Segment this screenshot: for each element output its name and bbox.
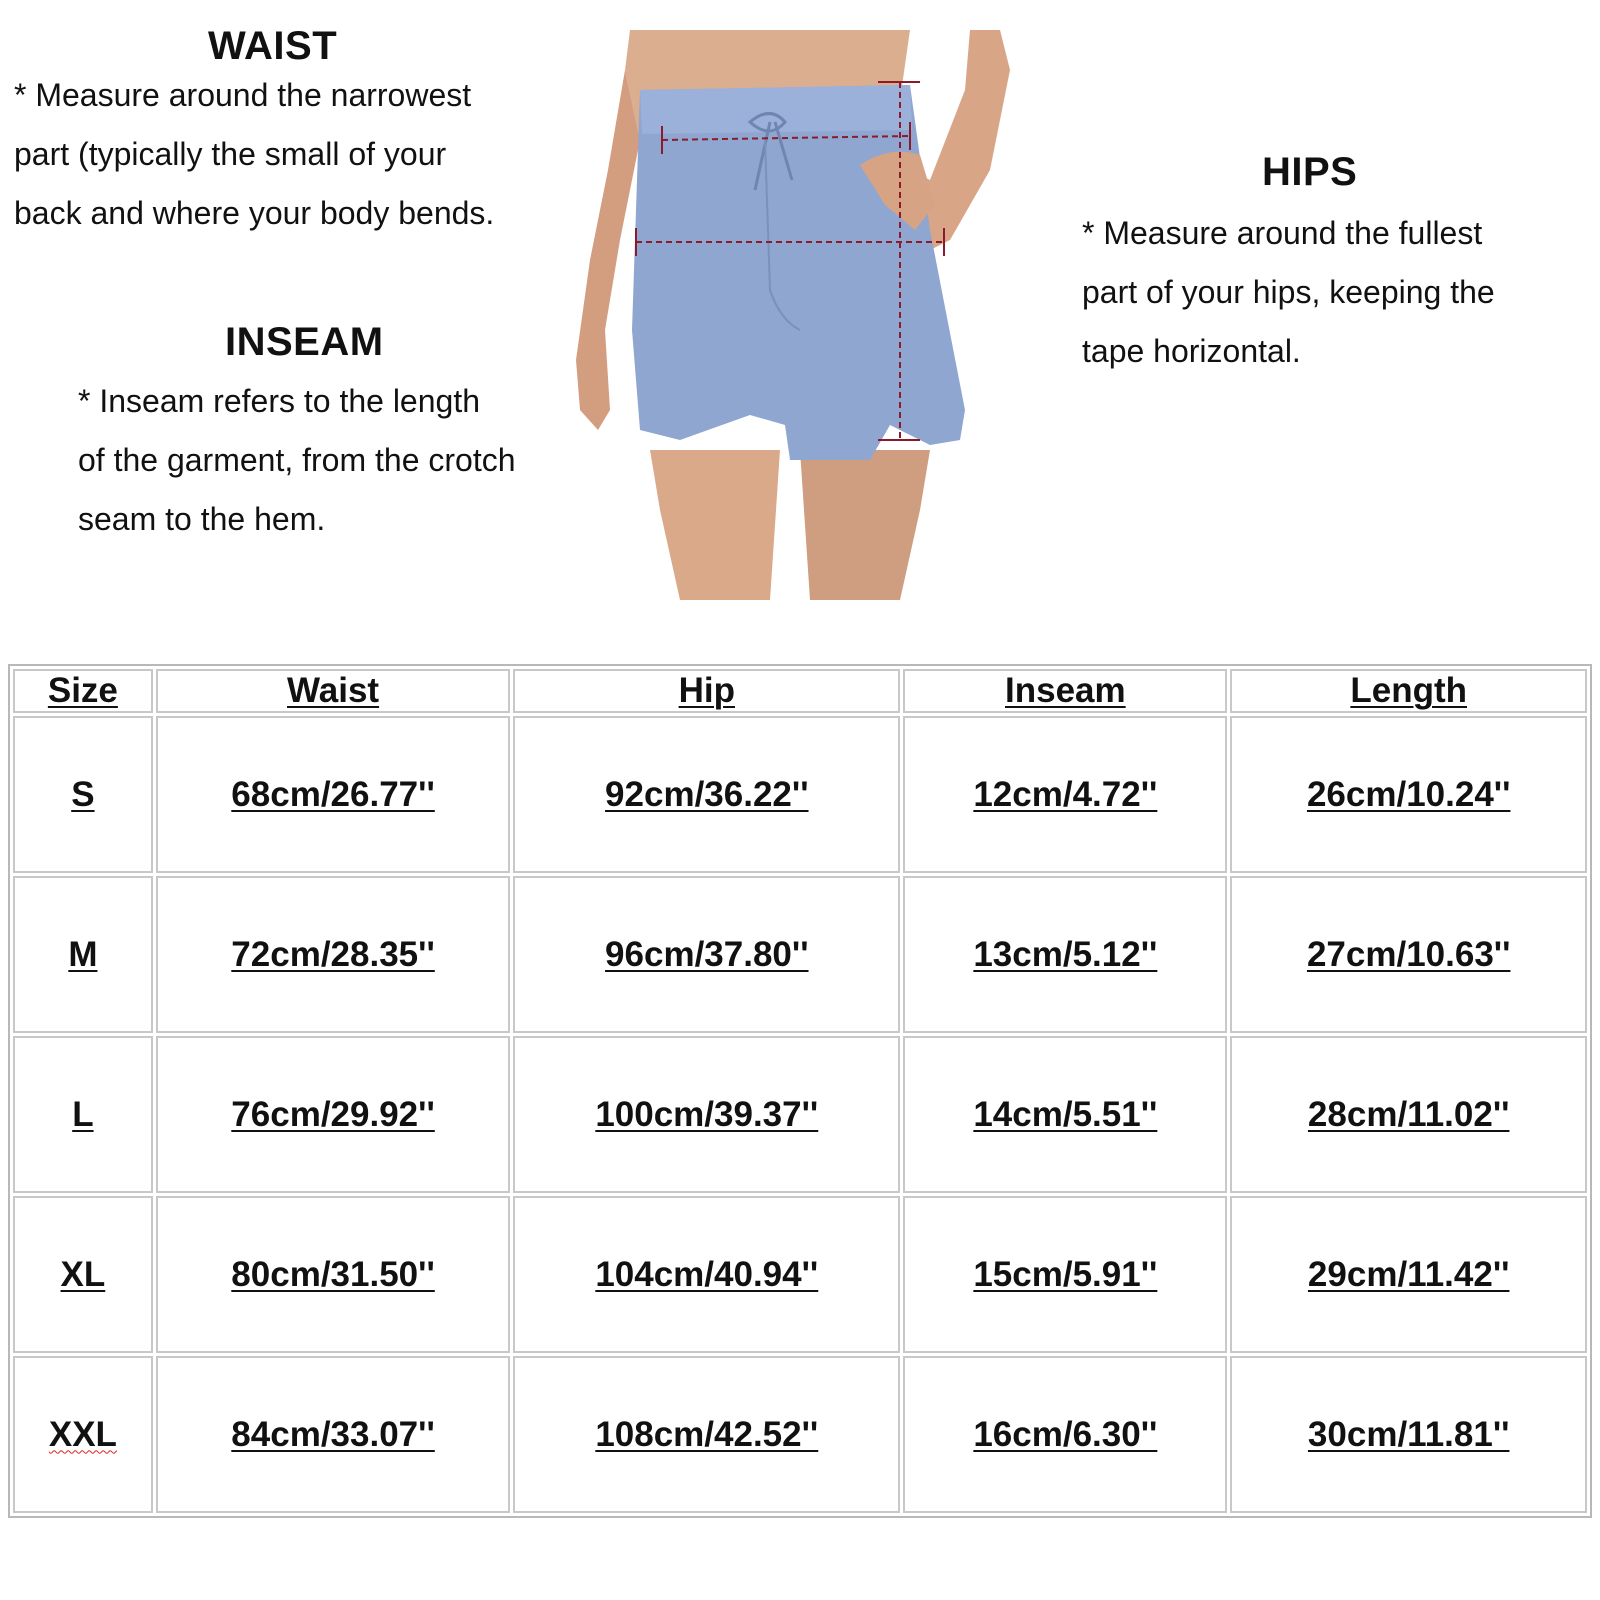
inseam-line: * Inseam refers to the length (78, 383, 480, 419)
waist-cell: 80cm/31.50'' (156, 1196, 511, 1353)
size-cell: XXL (13, 1356, 153, 1513)
waist-line: * Measure around the narrowest (14, 77, 472, 113)
right-leg (800, 450, 930, 600)
header-waist: Waist (156, 669, 511, 713)
header-size: Size (13, 669, 153, 713)
table-row (13, 1196, 1587, 1353)
hip-cell: 100cm/39.37'' (513, 1036, 900, 1193)
waist-description (14, 66, 494, 243)
length-cell: 29cm/11.42'' (1230, 1196, 1587, 1353)
waist-line: back and where your body bends. (14, 195, 495, 231)
waist-cell: 84cm/33.07'' (156, 1356, 511, 1513)
hips-line: part of your hips, keeping the (1082, 274, 1495, 310)
waist-cell: 72cm/28.35'' (156, 876, 511, 1033)
table-row (13, 1356, 1587, 1513)
length-cell: 30cm/11.81'' (1230, 1356, 1587, 1513)
header-hip: Hip (513, 669, 900, 713)
header-length: Length (1230, 669, 1587, 713)
hips-line: tape horizontal. (1082, 333, 1301, 369)
hip-cell: 108cm/42.52'' (513, 1356, 900, 1513)
hips-heading: HIPS (1262, 150, 1358, 194)
size-cell: L (13, 1036, 153, 1193)
inseam-description (78, 372, 516, 549)
inseam-line: seam to the hem. (78, 501, 326, 537)
length-cell: 26cm/10.24'' (1230, 716, 1587, 873)
waist-cell: 68cm/26.77'' (156, 716, 511, 873)
size-chart-table (8, 664, 1592, 1518)
inseam-cell: 13cm/5.12'' (903, 876, 1227, 1033)
inseam-cell: 16cm/6.30'' (903, 1356, 1227, 1513)
hips-description (1082, 204, 1495, 381)
table-header-row (13, 669, 1587, 713)
shorts-figure (570, 30, 1010, 600)
inseam-heading: INSEAM (225, 320, 384, 364)
table-row (13, 1036, 1587, 1193)
hip-cell: 92cm/36.22'' (513, 716, 900, 873)
size-cell: XL (13, 1196, 153, 1353)
size-cell: M (13, 876, 153, 1033)
inseam-cell: 14cm/5.51'' (903, 1036, 1227, 1193)
hip-cell: 104cm/40.94'' (513, 1196, 900, 1353)
header-inseam: Inseam (903, 669, 1227, 713)
length-cell: 28cm/11.02'' (1230, 1036, 1587, 1193)
left-leg (650, 450, 780, 600)
table-row (13, 876, 1587, 1033)
inseam-line: of the garment, from the crotch (78, 442, 516, 478)
length-cell: 27cm/10.63'' (1230, 876, 1587, 1033)
waist-heading: WAIST (208, 24, 338, 68)
shorts (632, 85, 965, 460)
left-arm (576, 70, 640, 430)
size-cell: S (13, 716, 153, 873)
waist-line: part (typically the small of your (14, 136, 447, 172)
hip-cell: 96cm/37.80'' (513, 876, 900, 1033)
inseam-cell: 12cm/4.72'' (903, 716, 1227, 873)
waist-cell: 76cm/29.92'' (156, 1036, 511, 1193)
table-row (13, 716, 1587, 873)
inseam-cell: 15cm/5.91'' (903, 1196, 1227, 1353)
hips-line: * Measure around the fullest (1082, 215, 1483, 251)
